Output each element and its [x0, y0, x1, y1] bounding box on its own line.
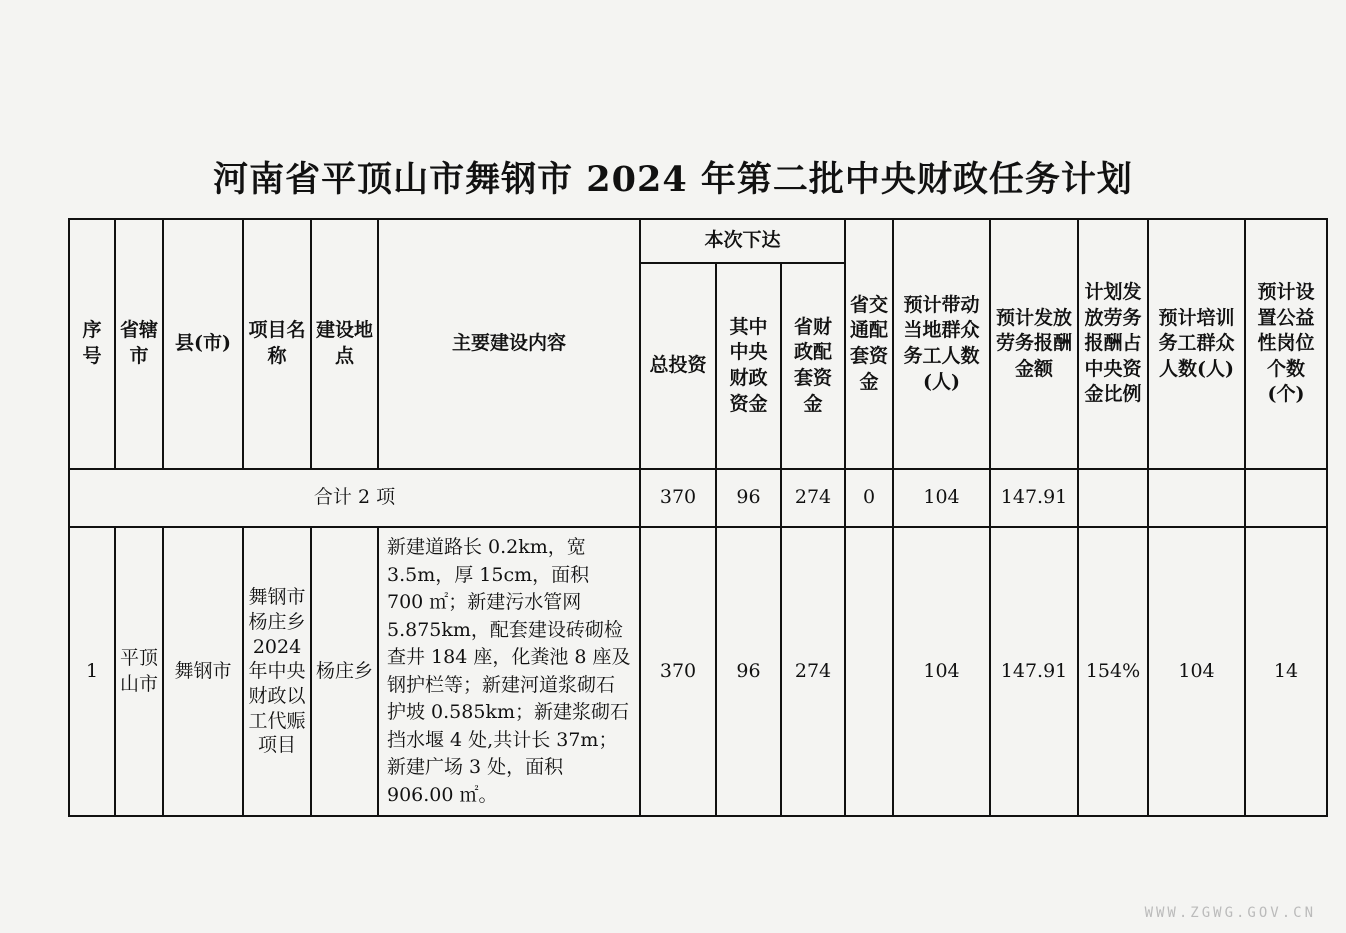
summary-transport-fund: 0 — [845, 469, 893, 527]
summary-wage: 147.91 — [990, 469, 1078, 527]
document-title: 河南省平顶山市舞钢市 2024 年第二批中央财政任务计划 — [213, 159, 1133, 200]
summary-central-fund: 96 — [716, 469, 781, 527]
row-transport-fund — [845, 527, 893, 816]
summary-trainees — [1148, 469, 1245, 527]
summary-workers: 104 — [893, 469, 990, 527]
summary-row — [69, 469, 1327, 527]
row-county: 舞钢市 — [163, 527, 243, 816]
row-project-name: 舞钢市杨庄乡2024年中央财政以工代赈项目 — [243, 527, 311, 816]
row-provincial-fund: 274 — [781, 527, 845, 816]
summary-label: 合计 2 项 — [69, 469, 640, 527]
header-project-name: 项目名称 — [243, 219, 311, 469]
row-posts: 14 — [1245, 527, 1327, 816]
row-total-invest: 370 — [640, 527, 716, 816]
header-location: 建设地点 — [311, 219, 378, 469]
row-location: 杨庄乡 — [311, 527, 378, 816]
site-watermark: WWW.ZGWG.GOV.CN — [1144, 905, 1316, 921]
row-province-city: 平顶山市 — [115, 527, 163, 816]
header-transport-fund: 省交通配套资金 — [845, 219, 893, 469]
row-trainees: 104 — [1148, 527, 1245, 816]
summary-total-invest: 370 — [640, 469, 716, 527]
header-provincial-fund: 省财政配套资金 — [781, 263, 845, 469]
header-row-1 — [69, 219, 1327, 263]
row-content: 新建道路长 0.2km，宽 3.5m，厚 15cm，面积 700 ㎡；新建污水管网 5.875km，配套建设砖砌检查井 184 座，化粪池 8 座及钢护栏等；新建河道浆砌石护坡 0.585km；新建浆砌石挡水堰 4 处,共计长 37m；新建广场 3 处，面积 906.00 ㎡。 — [378, 527, 640, 816]
header-wage-ratio: 计划发放劳务报酬占中央资金比例 — [1078, 219, 1148, 469]
row-seq: 1 — [69, 527, 115, 816]
summary-provincial-fund: 274 — [781, 469, 845, 527]
header-content: 主要建设内容 — [378, 219, 640, 469]
summary-wage-ratio — [1078, 469, 1148, 527]
table-row — [69, 527, 1327, 816]
header-wage: 预计发放劳务报酬金额 — [990, 219, 1078, 469]
header-posts: 预计设置公益性岗位个数(个) — [1245, 219, 1327, 469]
row-central-fund: 96 — [716, 527, 781, 816]
header-trainees: 预计培训务工群众人数(人) — [1148, 219, 1245, 469]
header-workers: 预计带动当地群众务工人数(人) — [893, 219, 990, 469]
header-central-fund: 其中中央财政资金 — [716, 263, 781, 469]
row-workers: 104 — [893, 527, 990, 816]
summary-posts — [1245, 469, 1327, 527]
header-this-batch: 本次下达 — [640, 219, 845, 263]
row-wage-ratio: 154% — [1078, 527, 1148, 816]
header-county: 县(市) — [163, 219, 243, 469]
row-wage: 147.91 — [990, 527, 1078, 816]
header-seq: 序号 — [69, 219, 115, 469]
header-total-invest: 总投资 — [640, 263, 716, 469]
task-plan-table — [68, 218, 1328, 817]
header-province-city: 省辖市 — [115, 219, 163, 469]
